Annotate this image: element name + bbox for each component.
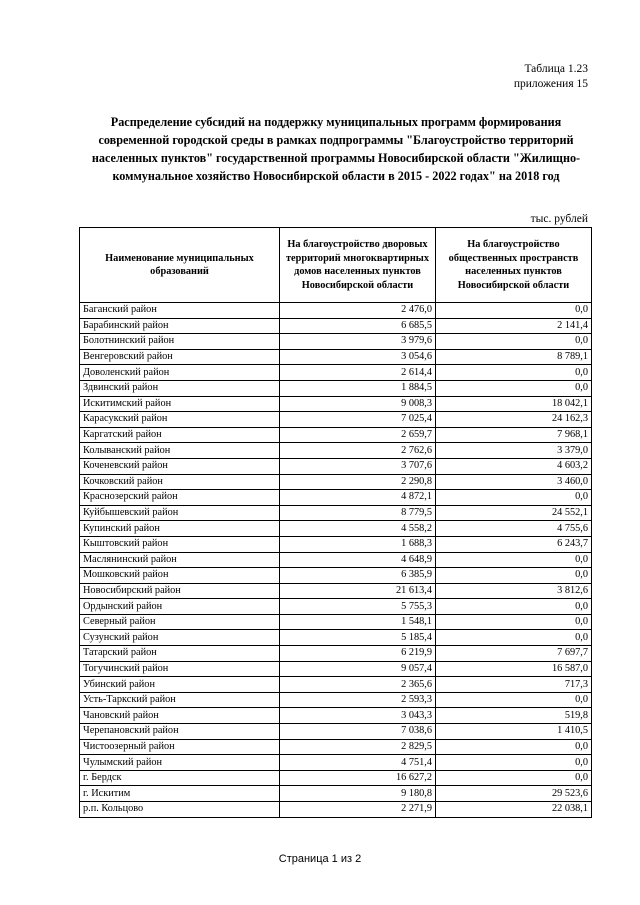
courtyards-value-cell: 2 614,4	[280, 365, 436, 381]
courtyards-value-cell: 9 180,8	[280, 786, 436, 802]
header-municipality: Наименование муниципальных образований	[80, 228, 280, 303]
courtyards-value-cell: 2 365,6	[280, 677, 436, 693]
public-spaces-value-cell: 2 141,4	[436, 318, 592, 334]
municipality-cell: Краснозерский район	[80, 490, 280, 506]
table-row	[80, 334, 592, 350]
courtyards-value-cell: 5 755,3	[280, 599, 436, 615]
table-row	[80, 770, 592, 786]
table-row	[80, 505, 592, 521]
table-row	[80, 396, 592, 412]
municipality-cell: г. Искитим	[80, 786, 280, 802]
municipality-cell: Северный район	[80, 614, 280, 630]
unit-label: тыс. рублей	[530, 213, 588, 225]
courtyards-value-cell: 2 271,9	[280, 802, 436, 818]
courtyards-value-cell: 9 008,3	[280, 396, 436, 412]
table-row	[80, 583, 592, 599]
courtyards-value-cell: 8 779,5	[280, 505, 436, 521]
appendix-reference: приложения 15	[513, 78, 588, 90]
public-spaces-value-cell: 0,0	[436, 614, 592, 630]
public-spaces-value-cell: 0,0	[436, 770, 592, 786]
table-row	[80, 349, 592, 365]
public-spaces-value-cell: 0,0	[436, 365, 592, 381]
table-row	[80, 380, 592, 396]
municipality-cell: Маслянинский район	[80, 552, 280, 568]
table-row	[80, 521, 592, 537]
table-row	[80, 802, 592, 818]
table-row	[80, 318, 592, 334]
courtyards-value-cell: 2 476,0	[280, 303, 436, 319]
public-spaces-value-cell: 0,0	[436, 380, 592, 396]
municipality-cell: Чистоозерный район	[80, 739, 280, 755]
courtyards-value-cell: 4 558,2	[280, 521, 436, 537]
municipality-cell: г. Бердск	[80, 770, 280, 786]
public-spaces-value-cell: 0,0	[436, 755, 592, 771]
public-spaces-value-cell: 0,0	[436, 490, 592, 506]
table-row	[80, 739, 592, 755]
municipality-cell: Купинский район	[80, 521, 280, 537]
public-spaces-value-cell: 0,0	[436, 334, 592, 350]
courtyards-value-cell: 4 872,1	[280, 490, 436, 506]
municipality-cell: Новосибирский район	[80, 583, 280, 599]
table-row	[80, 536, 592, 552]
public-spaces-value-cell: 16 587,0	[436, 661, 592, 677]
public-spaces-value-cell: 0,0	[436, 630, 592, 646]
municipality-cell: Колыванский район	[80, 443, 280, 459]
courtyards-value-cell: 4 751,4	[280, 755, 436, 771]
municipality-cell: Мошковский район	[80, 568, 280, 584]
table-row	[80, 708, 592, 724]
table-row	[80, 303, 592, 319]
table-row	[80, 692, 592, 708]
public-spaces-value-cell: 7 697,7	[436, 646, 592, 662]
public-spaces-value-cell: 29 523,6	[436, 786, 592, 802]
public-spaces-value-cell: 0,0	[436, 599, 592, 615]
subsidy-table	[79, 227, 592, 818]
courtyards-value-cell: 9 057,4	[280, 661, 436, 677]
municipality-cell: Каргатский район	[80, 427, 280, 443]
table-row	[80, 614, 592, 630]
courtyards-value-cell: 6 385,9	[280, 568, 436, 584]
header-courtyards: На благоустройство дворовых территорий многоквартирных домов населенных пунктов Новосибирской области	[280, 228, 436, 303]
municipality-cell: Ордынский район	[80, 599, 280, 615]
courtyards-value-cell: 2 593,3	[280, 692, 436, 708]
public-spaces-value-cell: 0,0	[436, 568, 592, 584]
public-spaces-value-cell: 0,0	[436, 692, 592, 708]
courtyards-value-cell: 2 762,6	[280, 443, 436, 459]
municipality-cell: Черепановский район	[80, 724, 280, 740]
public-spaces-value-cell: 4 603,2	[436, 458, 592, 474]
municipality-cell: Кочковский район	[80, 474, 280, 490]
courtyards-value-cell: 2 659,7	[280, 427, 436, 443]
header-public-spaces: На благоустройство общественных пространств населенных пунктов Новосибирской области	[436, 228, 592, 303]
courtyards-value-cell: 7 038,6	[280, 724, 436, 740]
public-spaces-value-cell: 4 755,6	[436, 521, 592, 537]
municipality-cell: Чановский район	[80, 708, 280, 724]
courtyards-value-cell: 1 884,5	[280, 380, 436, 396]
municipality-cell: Здвинский район	[80, 380, 280, 396]
table-row	[80, 458, 592, 474]
municipality-cell: Кыштовский район	[80, 536, 280, 552]
table-body	[80, 303, 592, 818]
table-row	[80, 661, 592, 677]
public-spaces-value-cell: 3 812,6	[436, 583, 592, 599]
municipality-cell: Убинский район	[80, 677, 280, 693]
table-row	[80, 427, 592, 443]
courtyards-value-cell: 21 613,4	[280, 583, 436, 599]
public-spaces-value-cell: 8 789,1	[436, 349, 592, 365]
municipality-cell: Барабинский район	[80, 318, 280, 334]
courtyards-value-cell: 2 290,8	[280, 474, 436, 490]
municipality-cell: Венгеровский район	[80, 349, 280, 365]
courtyards-value-cell: 2 829,5	[280, 739, 436, 755]
table-row	[80, 724, 592, 740]
table-row	[80, 474, 592, 490]
municipality-cell: р.п. Кольцово	[80, 802, 280, 818]
table-row	[80, 365, 592, 381]
page-footer: Страница 1 из 2	[278, 853, 362, 865]
courtyards-value-cell: 3 043,3	[280, 708, 436, 724]
public-spaces-value-cell: 3 460,0	[436, 474, 592, 490]
municipality-cell: Доволенский район	[80, 365, 280, 381]
municipality-cell: Татарский район	[80, 646, 280, 662]
public-spaces-value-cell: 717,3	[436, 677, 592, 693]
municipality-cell: Болотнинский район	[80, 334, 280, 350]
municipality-cell: Сузунский район	[80, 630, 280, 646]
public-spaces-value-cell: 7 968,1	[436, 427, 592, 443]
table-row	[80, 786, 592, 802]
courtyards-value-cell: 3 707,6	[280, 458, 436, 474]
courtyards-value-cell: 6 685,5	[280, 318, 436, 334]
courtyards-value-cell: 16 627,2	[280, 770, 436, 786]
courtyards-value-cell: 1 548,1	[280, 614, 436, 630]
municipality-cell: Искитимский район	[80, 396, 280, 412]
courtyards-value-cell: 3 054,6	[280, 349, 436, 365]
table-row	[80, 490, 592, 506]
courtyards-value-cell: 4 648,9	[280, 552, 436, 568]
municipality-cell: Усть-Таркский район	[80, 692, 280, 708]
public-spaces-value-cell: 0,0	[436, 552, 592, 568]
table-reference	[514, 62, 588, 92]
table-number: Таблица 1.23	[524, 63, 588, 75]
municipality-cell: Баганский район	[80, 303, 280, 319]
public-spaces-value-cell: 0,0	[436, 739, 592, 755]
table-row	[80, 630, 592, 646]
courtyards-value-cell: 7 025,4	[280, 412, 436, 428]
public-spaces-value-cell: 3 379,0	[436, 443, 592, 459]
table-row	[80, 646, 592, 662]
public-spaces-value-cell: 0,0	[436, 303, 592, 319]
public-spaces-value-cell: 6 243,7	[436, 536, 592, 552]
public-spaces-value-cell: 1 410,5	[436, 724, 592, 740]
municipality-cell: Коченевский район	[80, 458, 280, 474]
table-row	[80, 412, 592, 428]
municipality-cell: Тогучинский район	[80, 661, 280, 677]
table-row	[80, 755, 592, 771]
courtyards-value-cell: 3 979,6	[280, 334, 436, 350]
courtyards-value-cell: 6 219,9	[280, 646, 436, 662]
municipality-cell: Куйбышевский район	[80, 505, 280, 521]
public-spaces-value-cell: 22 038,1	[436, 802, 592, 818]
document-title: Распределение субсидий на поддержку муниципальных программ формирования современной городской среды в рамках подпрограммы "Благоустройство территорий населенных пунктов" государственной программы Новосибирской области "Жилищно-коммунальное хозяйство Новосибирской области в 2015 - 2022 годах" на 2018 год	[91, 115, 581, 183]
table-row	[80, 677, 592, 693]
table-row	[80, 568, 592, 584]
courtyards-value-cell: 1 688,3	[280, 536, 436, 552]
table-row	[80, 599, 592, 615]
public-spaces-value-cell: 519,8	[436, 708, 592, 724]
public-spaces-value-cell: 24 552,1	[436, 505, 592, 521]
public-spaces-value-cell: 24 162,3	[436, 412, 592, 428]
table-row	[80, 552, 592, 568]
public-spaces-value-cell: 18 042,1	[436, 396, 592, 412]
courtyards-value-cell: 5 185,4	[280, 630, 436, 646]
table-row	[80, 443, 592, 459]
table-header-row	[80, 228, 592, 303]
municipality-cell: Чулымский район	[80, 755, 280, 771]
municipality-cell: Карасукский район	[80, 412, 280, 428]
